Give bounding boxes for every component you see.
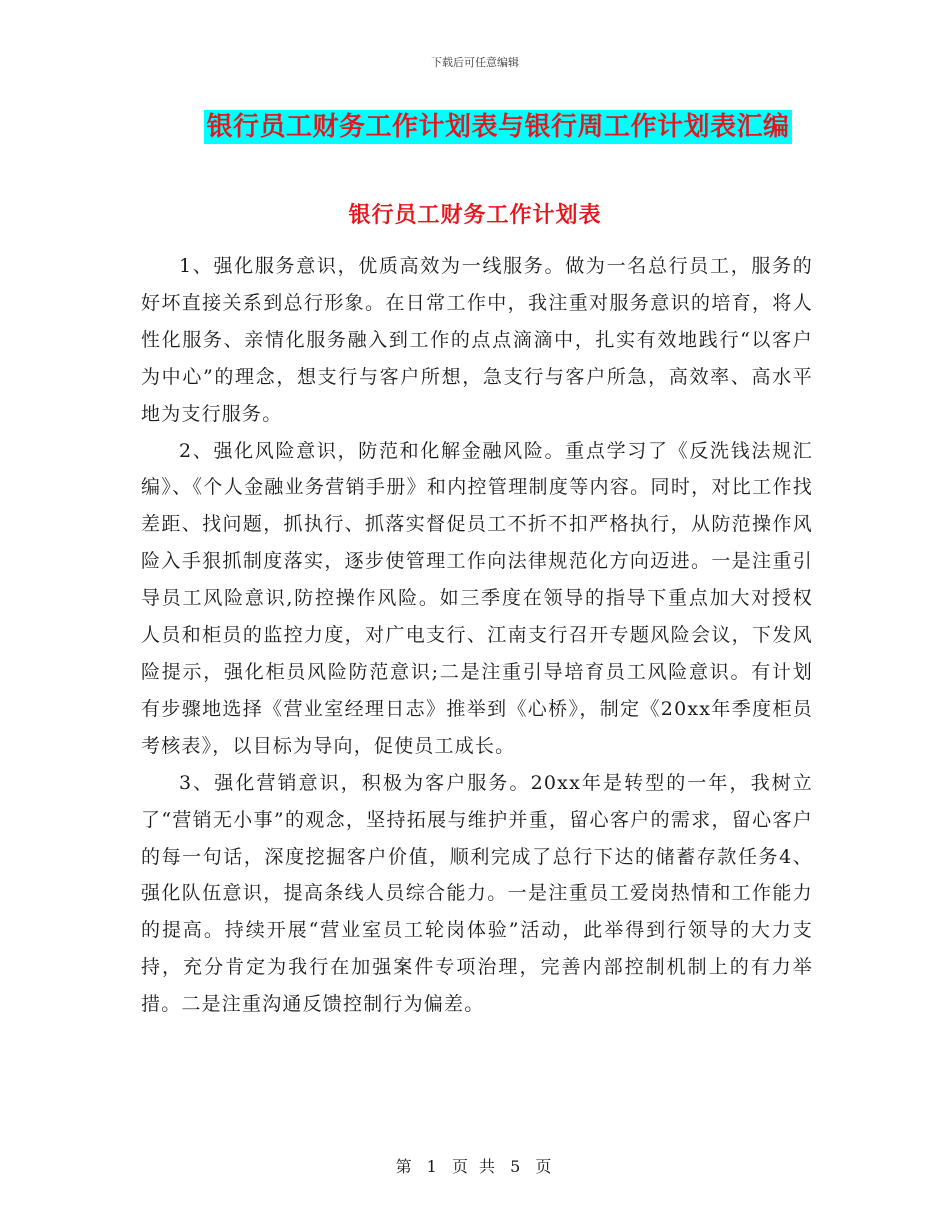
paragraph-1: 1、强化服务意识，优质高效为一线服务。做为一名总行员工，服务的好坏直接关系到总行形象。在日常工作中，我注重对服务意识的培育，将人性化服务、亲情化服务融入到工作的点点滴滴中，扎实有效地践行“以客户为中心”的理念，想支行与客户所想，急支行与客户所急，高效率、高水平地为支行服务。 (141, 255, 813, 425)
paragraph-2: 2、强化风险意识，防范和化解金融风险。重点学习了《反洗钱法规汇编》、《个人金融业务营销手册》和内控管理制度等内容。同时，对比工作找差距、找问题，抓执行、抓落实督促员工不折不扣严格执行，从防范操作风险入手狠抓制度落实，逐步使管理工作向法律规范化方向迈进。一是注重引导员工风险意识,防控操作风险。如三季度在领导的指导下重点加大对授权人员和柜员的监控力度，对广电支行、江南支行召开专题风险会议，下发风险提示，强化柜员风险防范意识;二是注重引导培育员工风险意识。有计划有步骤地选择《营业室经理日志》推举到《心桥》，制定《20xx年季度柜员考核表》，以目标为导向，促使员工成长。 (141, 439, 813, 757)
footer-middle: 页 共 (451, 1157, 499, 1176)
header-note: 下载后可任意编辑 (431, 56, 519, 69)
paragraph-3: 3、强化营销意识，积极为客户服务。20xx年是转型的一年，我树立了“营销无小事”的观念，坚持拓展与维护并重，留心客户的需求，留心客户的每一句话，深度挖掘客户价值，顺利完成了总行下达的储蓄存款任务4、强化队伍意识，提高条线人员综合能力。一是注重员工爱岗热情和工作能力的提高。持续开展“营业室员工轮岗体验”活动，此举得到行领导的大力支持，充分肯定为我行在加强案件专项治理，完善内部控制机制上的有力举措。二是注重沟通反馈控制行为偏差。 (141, 771, 813, 1016)
document-main-title: 银行员工财务工作计划表与银行周工作计划表汇编 (206, 112, 790, 142)
document-body (141, 248, 813, 1023)
footer-prefix: 第 (395, 1157, 415, 1176)
footer-suffix: 页 (535, 1157, 555, 1176)
total-page-count: 5 (510, 1157, 524, 1176)
main-title-container (0, 110, 950, 144)
page-footer (0, 1154, 950, 1177)
current-page-number: 1 (426, 1157, 440, 1176)
section-title: 银行员工财务工作计划表 (348, 203, 602, 228)
